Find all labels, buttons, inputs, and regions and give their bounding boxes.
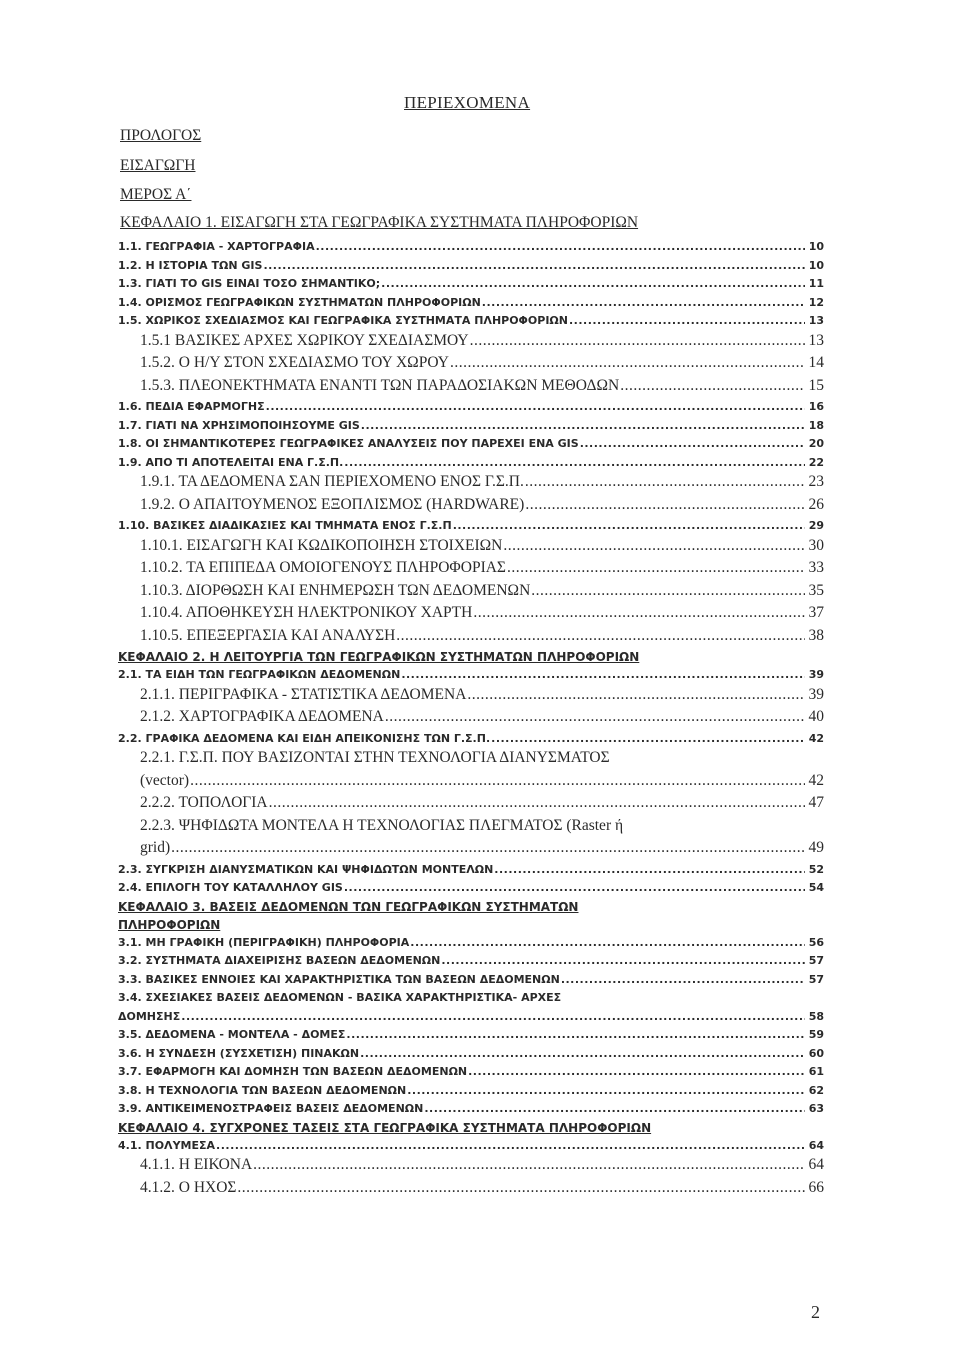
- toc-entry-leader: [525, 497, 805, 513]
- toc-entry-label: 1.7. ΓΙΑΤΙ ΝΑ ΧΡΗΣΙΜΟΠΟΙΗΣΟΥΜΕ GIS: [118, 418, 360, 432]
- toc-entry: [118, 1119, 824, 1137]
- toc-entry-page: 63: [808, 1102, 824, 1115]
- toc-entry-leader: [346, 1029, 805, 1040]
- toc-entry: [118, 816, 824, 839]
- toc-entry: [118, 771, 824, 794]
- toc-entry-label: 1.2. Η ΙΣΤΟΡΙΑ ΤΩΝ GIS: [118, 258, 263, 272]
- toc-entry-page: 20: [808, 437, 824, 450]
- toc-entry-page: 64: [808, 1138, 824, 1152]
- toc-entry: [118, 838, 824, 861]
- toc-entry-label: 1.5.2. Ο Η/Υ ΣΤΟΝ ΣΧΕΔΙΑΣΜΟ ΤΟΥ ΧΩΡΟΥ: [140, 354, 449, 371]
- toc-entry-label: 1.10. ΒΑΣΙΚΕΣ ΔΙΑΔΙΚΑΣΙΕΣ ΚΑΙ ΤΜΗΜΑΤΑ ΕΝΟΣ Γ.Σ.Π: [118, 519, 452, 532]
- toc-entry-page: 12: [808, 295, 824, 309]
- toc-entry-leader: [569, 315, 805, 326]
- toc-entry: [118, 934, 824, 953]
- toc-entry-label: 3.4. ΣΧΕΣΙΑΚΕΣ ΒΑΣΕΙΣ ΔΕΔΟΜΕΝΩΝ - ΒΑΣΙΚΑ ΧΑΡΑΚΤΗΡΙΣΤΙΚΑ- ΑΡΧΕΣ: [118, 991, 562, 1004]
- toc-entry-page: 54: [808, 881, 824, 894]
- toc-entry-label: 3.7. ΕΦΑΡΜΟΓΗ ΚΑΙ ΔΟΜΗΣΗ ΤΩΝ ΒΑΣΕΩΝ ΔΕΔΟΜΕΝΩΝ: [118, 1065, 468, 1078]
- toc-entry-page: 57: [808, 972, 824, 986]
- toc-entry-page: 29: [808, 519, 824, 532]
- toc-entry-leader: [381, 278, 805, 289]
- toc-entry-label: ΚΕΦΑΛΑΙΟ 2. Η ΛΕΙΤΟΥΡΓΙΑ ΤΩΝ ΓΕΩΓΡΑΦΙΚΩΝ ΣΥΣΤΗΜΑΤΩΝ ΠΛΗΡΟΦΟΡΙΩΝ: [118, 650, 640, 664]
- toc-entry: [118, 1063, 824, 1082]
- toc-entry-leader: [316, 241, 805, 252]
- toc-entry-leader: [473, 605, 805, 621]
- toc-entry-label: ΚΕΦΑΛΑΙΟ 4. ΣΥΓΧΡΟΝΕΣ ΤΑΣΕΙΣ ΣΤΑ ΓΕΩΓΡΑΦΙΚΑ ΣΥΣΤΗΜΑΤΑ ΠΛΗΡΟΦΟΡΙΩΝ: [118, 1120, 652, 1135]
- front-part-a: ΜΕΡΟΣ Α΄: [120, 186, 192, 203]
- toc-entry-leader: [467, 687, 805, 703]
- toc-entry: [118, 603, 824, 626]
- toc-entry-page: 61: [808, 1065, 824, 1078]
- toc-entry-label: 1.5.1 ΒΑΣΙΚΕΣ ΑΡΧΕΣ ΧΩΡΙΚΟΥ ΣΧΕΔΙΑΣΜΟΥ: [140, 331, 469, 349]
- toc-entry-page: 15: [808, 376, 824, 394]
- toc-entry: [118, 648, 824, 666]
- toc-entry-leader: [401, 669, 805, 680]
- toc-entry-leader: [491, 733, 805, 744]
- toc-entry: [118, 238, 824, 257]
- toc-entry-page: 66: [808, 1178, 824, 1196]
- toc-entry: [118, 454, 824, 473]
- toc-entry: [118, 666, 824, 685]
- toc-entry: [118, 730, 824, 749]
- toc-entry-label: 1.6. ΠΕΔΙΑ ΕΦΑΡΜΟΓΗΣ: [118, 400, 265, 413]
- page-title: ΠΕΡΙΕΧΟΜΕΝΑ: [404, 93, 531, 112]
- toc-entry: [118, 916, 824, 934]
- toc-entry-leader: [507, 560, 805, 576]
- toc-entry-page: 58: [808, 1009, 824, 1023]
- toc-entry-page: 64: [808, 1156, 824, 1173]
- toc-entry-leader: [450, 355, 805, 371]
- toc-entry-leader: [494, 864, 805, 875]
- toc-entry: [118, 257, 824, 276]
- toc-entry-leader: [237, 1180, 805, 1196]
- toc-entry-page: 14: [808, 354, 824, 371]
- toc-entry-label: 1.3. ΓΙΑΤΙ ΤΟ GIS ΕΙΝΑΙ ΤΟΣΟ ΣΗΜΑΝΤΙΚΟ;: [118, 277, 381, 290]
- toc-entry-leader: [580, 438, 805, 449]
- toc-entry-page: 39: [808, 668, 824, 681]
- toc-entry-page: 35: [808, 581, 824, 599]
- front-introduction: ΕΙΣΑΓΩΓΗ: [120, 157, 196, 174]
- front-prologue: ΠΡΟΛΟΓΟΣ: [120, 127, 202, 144]
- toc-entry: [118, 472, 824, 495]
- toc-entry-label: 2.2. ΓΡΑΦΙΚΑ ΔΕΔΟΜΕΝΑ ΚΑΙ ΕΙΔΗ ΑΠΕΙΚΟΝΙΣΗΣ ΤΩΝ Γ.Σ.Π.: [118, 731, 491, 745]
- toc-entry-leader: [410, 937, 805, 948]
- toc-entry-label: grid): [140, 839, 171, 856]
- toc-entry-leader: [482, 297, 805, 308]
- toc-entry: [118, 435, 824, 454]
- toc-entry-label: (vector): [140, 771, 190, 789]
- toc-entry-label: 1.10.1. ΕΙΣΑΓΩΓΗ ΚΑΙ ΚΩΔΙΚΟΠΟΙΗΣΗ ΣΤΟΙΧΕΙΩΝ: [140, 536, 503, 554]
- toc-entry-leader: [453, 520, 805, 531]
- toc-entry-page: 13: [808, 314, 824, 327]
- toc-entry-leader: [269, 795, 805, 811]
- chapter-1-heading: ΚΕΦΑΛΑΙΟ 1. ΕΙΣΑΓΩΓΗ ΣΤΑ ΓΕΩΓΡΑΦΙΚΑ ΣΥΣΤΗΜΑΤΑ ΠΛΗΡΟΦΟΡΙΩΝ: [120, 214, 639, 231]
- toc-entry: [118, 1008, 824, 1027]
- toc-entry: [118, 353, 824, 376]
- toc-entry-page: 57: [808, 954, 824, 967]
- toc-entry: [118, 331, 824, 354]
- toc-entry-leader: [171, 840, 805, 856]
- toc-entry-leader: [525, 474, 805, 490]
- toc-entry-label: 3.8. Η ΤΕΧΝΟΛΟΓΙΑ ΤΩΝ ΒΑΣΕΩΝ ΔΕΔΟΜΕΝΩΝ: [118, 1083, 407, 1097]
- toc-entry: [118, 1155, 824, 1178]
- toc-entry-page: 62: [808, 1083, 824, 1097]
- toc-entry-label: 1.10.3. ΔΙΟΡΘΩΣΗ ΚΑΙ ΕΝΗΜΕΡΩΣΗ ΤΩΝ ΔΕΔΟΜΕΝΩΝ: [140, 581, 531, 599]
- toc-entry: [118, 626, 824, 649]
- toc-entry: [118, 495, 824, 518]
- toc-entry-label: 2.1. ΤΑ ΕΙΔΗ ΤΩΝ ΓΕΩΓΡΑΦΙΚΩΝ ΔΕΔΟΜΕΝΩΝ: [118, 668, 401, 681]
- toc-entry-label: 4.1. ΠΟΛΥΜΕΣΑ: [118, 1138, 216, 1152]
- toc-entry-leader: [190, 773, 805, 789]
- toc-entry-label: 3.9. ΑΝΤΙΚΕΙΜΕΝΟΣΤΡΑΦΕΙΣ ΒΑΣΕΙΣ ΔΕΔΟΜΕΝΩΝ: [118, 1102, 424, 1115]
- toc-entry-label: 1.1. ΓΕΩΓΡΑΦΙΑ - ΧΑΡΤΟΓΡΑΦΙΑ: [118, 240, 315, 253]
- toc-entry-label: 1.5. ΧΩΡΙΚΟΣ ΣΧΕΔΙΑΣΜΟΣ ΚΑΙ ΓΕΩΓΡΑΦΙΚΑ ΣΥΣΤΗΜΑΤΑ ΠΛΗΡΟΦΟΡΙΩΝ: [118, 314, 568, 327]
- toc-entry-label: 1.8. ΟΙ ΣΗΜΑΝΤΙΚΟΤΕΡΕΣ ΓΕΩΓΡΑΦΙΚΕΣ ΑΝΑΛΥΣΕΙΣ ΠΟΥ ΠΑΡΕΧΕΙ ΕΝΑ GIS: [118, 437, 579, 450]
- toc-entry-leader: [216, 1140, 805, 1151]
- toc-entry-leader: [263, 260, 805, 271]
- toc-entry-label: 4.1.2. Ο ΗΧΟΣ: [140, 1178, 237, 1196]
- toc-entry: [118, 879, 824, 898]
- toc-entry-label: 3.3. ΒΑΣΙΚΕΣ ΕΝΝΟΙΕΣ ΚΑΙ ΧΑΡΑΚΤΗΡΙΣΤΙΚΑ ΤΩΝ ΒΑΣΕΩΝ ΔΕΔΟΜΕΝΩΝ: [118, 972, 560, 986]
- toc-entry-leader: [424, 1103, 805, 1114]
- toc-entry-label: 4.1.1. Η ΕΙΚΟΝΑ: [140, 1156, 253, 1173]
- toc-entry-leader: [181, 1011, 805, 1022]
- toc-entry: [118, 989, 824, 1008]
- toc-entry-label: 1.9. ΑΠΟ ΤΙ ΑΠΟΤΕΛΕΙΤΑΙ ΕΝΑ Γ.Σ.Π.: [118, 455, 344, 469]
- toc-entry-page: 10: [808, 240, 824, 253]
- toc-entry: [118, 1178, 824, 1201]
- toc-entry-page: 42: [808, 731, 824, 745]
- toc-entry: [118, 558, 824, 581]
- toc-entry-leader: [441, 955, 805, 966]
- toc-entry: [118, 417, 824, 436]
- toc-entry-label: 2.3. ΣΥΓΚΡΙΣΗ ΔΙΑΝΥΣΜΑΤΙΚΩΝ ΚΑΙ ΨΗΦΙΔΩΤΩΝ ΜΟΝΤΕΛΩΝ: [118, 862, 494, 876]
- toc-entry-label: 1.10.2. ΤΑ ΕΠΙΠΕΔΑ ΟΜΟΙΟΓΕΝΟΥΣ ΠΛΗΡΟΦΟΡΙΑΣ: [140, 559, 506, 576]
- toc-entry-page: 11: [808, 277, 824, 290]
- toc-entry-page: 52: [808, 862, 824, 876]
- toc-entry: [118, 707, 824, 730]
- toc-entry-label: ΔΟΜΗΣΗΣ: [118, 1009, 181, 1023]
- toc-entry-page: 40: [808, 708, 824, 725]
- toc-entry: [118, 793, 824, 816]
- toc-entry-label: 2.4. ΕΠΙΛΟΓΗ ΤΟΥ ΚΑΤΑΛΛΗΛΟΥ GIS: [118, 881, 343, 894]
- toc-entry-page: 38: [808, 626, 824, 644]
- toc-entry: [118, 952, 824, 971]
- toc-entry: [118, 1026, 824, 1045]
- toc-entry-leader: [266, 401, 805, 412]
- toc-entry-leader: [344, 457, 805, 468]
- toc-entry-label: 1.10.4. ΑΠΟΘΗΚΕΥΣΗ ΗΛΕΚΤΡΟΝΙΚΟΥ ΧΑΡΤΗ: [140, 604, 473, 621]
- toc-entry-label: 1.4. ΟΡΙΣΜΟΣ ΓΕΩΓΡΑΦΙΚΩΝ ΣΥΣΤΗΜΑΤΩΝ ΠΛΗΡΟΦΟΡΙΩΝ: [118, 295, 481, 309]
- toc-entry-label: 1.5.3. ΠΛΕΟΝΕΚΤΗΜΑΤΑ ΕΝΑΝΤΙ ΤΩΝ ΠΑΡΑΔΟΣΙΑΚΩΝ ΜΕΘΟΔΩΝ: [140, 376, 620, 394]
- toc-entry-leader: [503, 538, 805, 554]
- toc-entry-label: 3.2. ΣΥΣΤΗΜΑΤΑ ΔΙΑΧΕΙΡΙΣΗΣ ΒΑΣΕΩΝ ΔΕΔΟΜΕΝΩΝ: [118, 954, 441, 967]
- toc-entry-label: 1.9.1. ΤΑ ΔΕΔΟΜΕΝΑ ΣΑΝ ΠΕΡΙΕΧΟΜΕΝΟ ΕΝΟΣ Γ.Σ.Π.: [140, 473, 524, 490]
- toc-entry-label: 1.10.5. ΕΠΕΞΕΡΓΑΣΙΑ ΚΑΙ ΑΝΑΛΥΣΗ: [140, 626, 396, 644]
- toc-entry-leader: [407, 1085, 805, 1096]
- toc-entry-label: ΚΕΦΑΛΑΙΟ 3. ΒΑΣΕΙΣ ΔΕΔΟΜΕΝΩΝ ΤΩΝ ΓΕΩΓΡΑΦΙΚΩΝ ΣΥΣΤΗΜΑΤΩΝ: [118, 899, 579, 914]
- toc-entry-page: 18: [808, 418, 824, 432]
- toc-entry: [118, 536, 824, 559]
- toc-entry: [118, 1082, 824, 1101]
- toc-entry-page: 26: [808, 495, 824, 513]
- toc-entry-label: 1.9.2. Ο ΑΠΑΙΤΟΥΜΕΝΟΣ ΕΞΟΠΛΙΣΜΟΣ (HARDWARE): [140, 495, 525, 513]
- toc-entry: [118, 376, 824, 399]
- toc-entry-leader: [470, 333, 805, 349]
- toc-entry-page: 13: [808, 331, 824, 349]
- toc-entry: [118, 312, 824, 331]
- toc-entry-page: 49: [808, 839, 824, 856]
- toc-entry-label: 2.1.1. ΠΕΡΙΓΡΑΦΙΚΑ - ΣΤΑΤΙΣΤΙΚΑ ΔΕΔΟΜΕΝΑ: [140, 685, 467, 703]
- toc-entry-leader: [620, 378, 805, 394]
- toc-entry-label: ΠΛΗΡΟΦΟΡΙΩΝ: [118, 917, 221, 932]
- toc-entry-leader: [361, 420, 805, 431]
- toc-entry-page: 33: [808, 559, 824, 576]
- toc-entry-page: 22: [808, 455, 824, 469]
- toc-entry: [118, 971, 824, 990]
- toc-entry: [118, 1137, 824, 1156]
- toc-entry-label: 2.2.3. ΨΗΦΙΔΩΤΑ ΜΟΝΤΕΛΑ Η ΤΕΧΝΟΛΟΓΙΑΣ ΠΛΕΓΜΑΤΟΣ (Raster ή: [140, 816, 624, 834]
- toc-entry-label: 3.6. Η ΣΥΝΔΕΣΗ (ΣΥΣΧΕΤΙΣΗ) ΠΙΝΑΚΩΝ: [118, 1046, 360, 1060]
- toc-entry: [118, 581, 824, 604]
- toc-entry: [118, 398, 824, 417]
- toc-entry: [118, 294, 824, 313]
- page-number: 2: [811, 1302, 820, 1322]
- table-of-contents: [118, 238, 824, 1200]
- toc-entry-label: 2.2.2. ΤΟΠΟΛΟΓΙΑ: [140, 794, 268, 811]
- toc-entry-page: 30: [808, 536, 824, 554]
- toc-entry: [118, 685, 824, 708]
- toc-entry-page: 37: [808, 604, 824, 621]
- toc-entry: [118, 517, 824, 536]
- toc-entry-page: 42: [808, 771, 824, 789]
- toc-entry: [118, 1100, 824, 1119]
- toc-entry-leader: [360, 1048, 805, 1059]
- toc-entry-page: 56: [808, 935, 824, 949]
- toc-entry-label: 2.1.2. ΧΑΡΤΟΓΡΑΦΙΚΑ ΔΕΔΟΜΕΝΑ: [140, 708, 384, 725]
- toc-entry-page: 59: [808, 1028, 824, 1041]
- toc-entry-label: 3.5. ΔΕΔΟΜΕΝΑ - ΜΟΝΤΕΛΑ - ΔΟΜΕΣ: [118, 1028, 346, 1041]
- toc-entry-label: 2.2.1. Γ.Σ.Π. ΠΟΥ ΒΑΣΙΖΟΝΤΑΙ ΣΤΗΝ ΤΕΧΝΟΛΟΓΙΑ ΔΙΑΝΥΣΜΑΤΟΣ: [140, 749, 610, 766]
- toc-entry-leader: [385, 709, 805, 725]
- toc-entry-leader: [253, 1157, 805, 1173]
- toc-entry-leader: [468, 1066, 805, 1077]
- toc-entry-page: 47: [808, 794, 824, 811]
- toc-entry: [118, 898, 824, 916]
- toc-entry-page: 16: [808, 400, 824, 413]
- toc-entry-label: 3.1. ΜΗ ΓΡΑΦΙΚΗ (ΠΕΡΙΓΡΑΦΙΚΗ) ΠΛΗΡΟΦΟΡΙΑ: [118, 935, 410, 949]
- toc-entry: [118, 1045, 824, 1064]
- toc-entry-leader: [531, 583, 805, 599]
- toc-entry: [118, 861, 824, 880]
- toc-entry-leader: [561, 974, 805, 985]
- toc-entry: [118, 748, 824, 771]
- toc-entry-page: 60: [808, 1046, 824, 1060]
- toc-entry: [118, 275, 824, 294]
- toc-entry-leader: [344, 882, 805, 893]
- toc-entry-page: 23: [808, 473, 824, 490]
- toc-entry-page: 39: [808, 685, 824, 703]
- toc-entry-page: 10: [808, 258, 824, 272]
- toc-entry-leader: [396, 628, 805, 644]
